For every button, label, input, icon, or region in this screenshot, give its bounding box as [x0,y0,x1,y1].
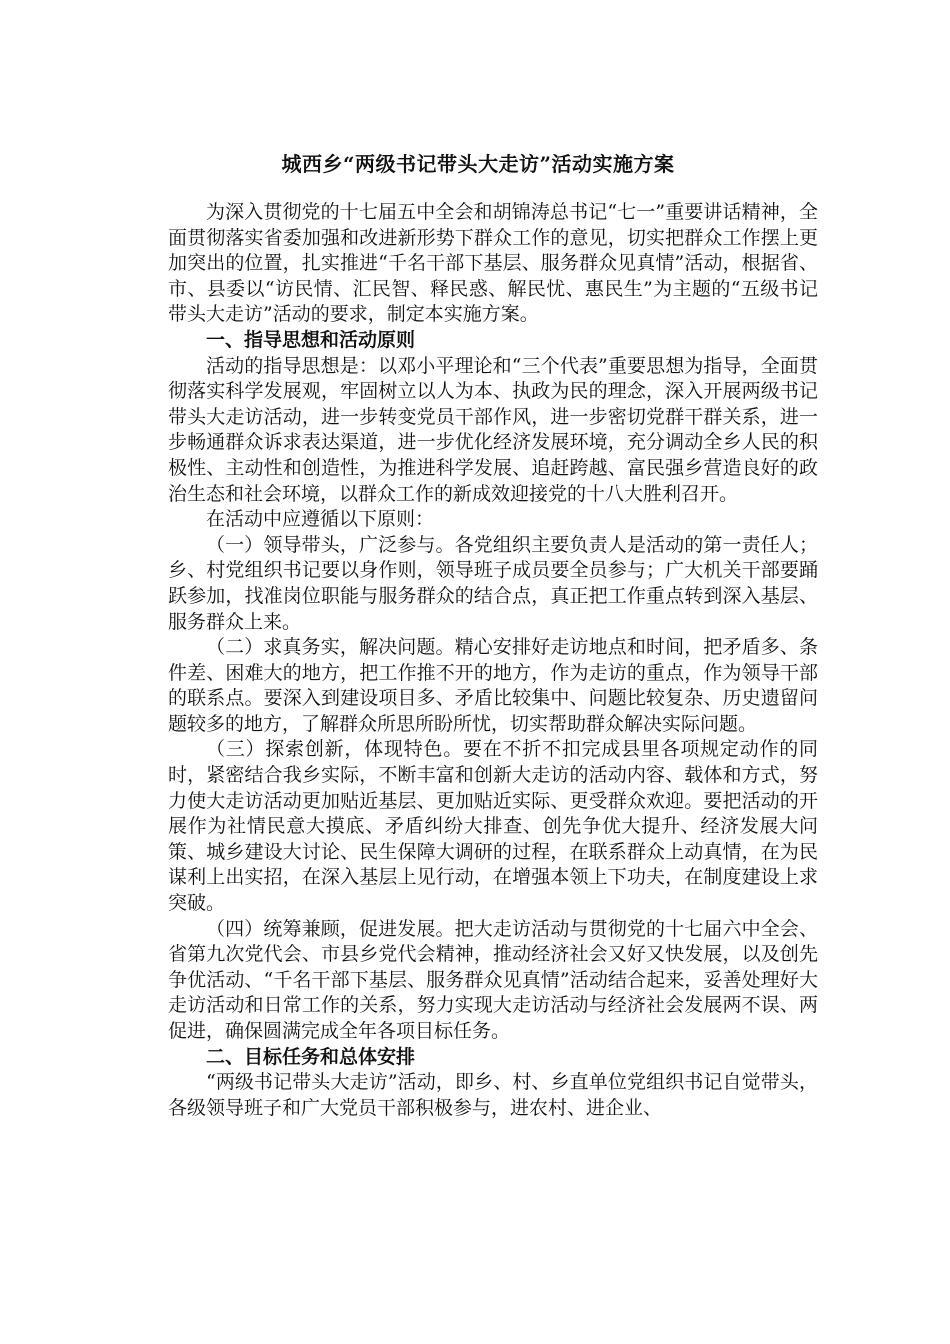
principle-2-paragraph: （二）求真务实，解决问题。精心安排好走访地点和时间，把矛盾多、条件差、困难大的地方，把工作推不开的地方，作为走访的重点，作为领导干部的联系点。要深入到建设项目多、矛盾比较集中、问题比较复杂、历史遗留问题较多的地方，了解群众所思所盼所忧，切实帮助群众解决实际问题。 [168,636,818,735]
principle-1-paragraph: （一）领导带头，广泛参与。各党组织主要负责人是活动的第一责任人；乡、村党组织书记要以身作则，领导班子成员要全员参与；广大机关干部要踊跃参加，找准岗位职能与服务群众的结合点，真正把工作重点转到深入基层、服务群众上来。 [168,533,818,633]
principle-4-paragraph: （四）统筹兼顾，促进发展。把大走访活动与贯彻党的十七届六中全会、省第九次党代会、市县乡党代会精神，推动经济社会又好又快发展，以及创先争优活动、“千名干部下基层、服务群众见真情”活动结合起来，妥善处理好大走访活动和日常工作的关系，努力实现大走访活动与经济社会发展两不误、两促进，确保圆满完成全年各项目标任务。 [168,917,818,1042]
document-title: 城西乡“两级书记带头大走访”活动实施方案 [281,152,675,176]
principle-3-paragraph: （三）探索创新，体现特色。要在不折不扣完成县里各项规定动作的同时，紧密结合我乡实际，不断丰富和创新大走访的活动内容、载体和方式，努力使大走访活动更加贴近基层、更加贴近实际、更受群众欢迎。要把活动的开展作为社情民意大摸底、矛盾纠纷大排查、创先争优大提升、经济发展大问策、城乡建设大讨论、民生保障大调研的过程，在联系群众上动真情，在为民谋利上出实招，在深入基层上见行动，在增强本领上下功夫，在制度建设上求突破。 [168,738,818,915]
intro-paragraph: 为深入贯彻党的十七届五中全会和胡锦涛总书记“七一”重要讲话精神，全面贯彻落实省委加强和改进新形势下群众工作的意见，切实把群众工作摆上更加突出的位置，扎实推进“千名干部下基层、服务群众见真情”活动，根据省、市、县委以“访民情、汇民智、释民惑、解民忧、惠民生”为主题的“五级书记带头大走访”活动的要求，制定本实施方案。 [168,201,818,326]
document-body [168,200,818,1121]
section-1-heading: 一、指导思想和活动原则 [206,328,416,351]
section-2-heading: 二、目标任务和总体安排 [206,1045,416,1068]
document-page [168,0,828,1344]
guiding-ideology-paragraph: 活动的指导思想是：以邓小平理论和“三个代表”重要思想为指导，全面贯彻落实科学发展观，牢固树立以人为本、执政为民的理念，深入开展两级书记带头大走访活动，进一步转变党员干部作风，进一步密切党群干群关系，进一步畅通群众诉求表达渠道，进一步优化经济发展环境，充分调动全乡人民的积极性、主动性和创造性，为推进科学发展、追赶跨越、富民强乡营造良好的政治生态和社会环境，以群众工作的新成效迎接党的十八大胜利召开。 [168,354,818,505]
principles-intro: 在活动中应遵循以下原则： [206,508,435,531]
section-2-paragraph: “两级书记带头大走访”活动，即乡、村、乡直单位党组织书记自觉带头，各级领导班子和广大党员干部积极参与，进农村、进企业、 [168,1071,818,1119]
